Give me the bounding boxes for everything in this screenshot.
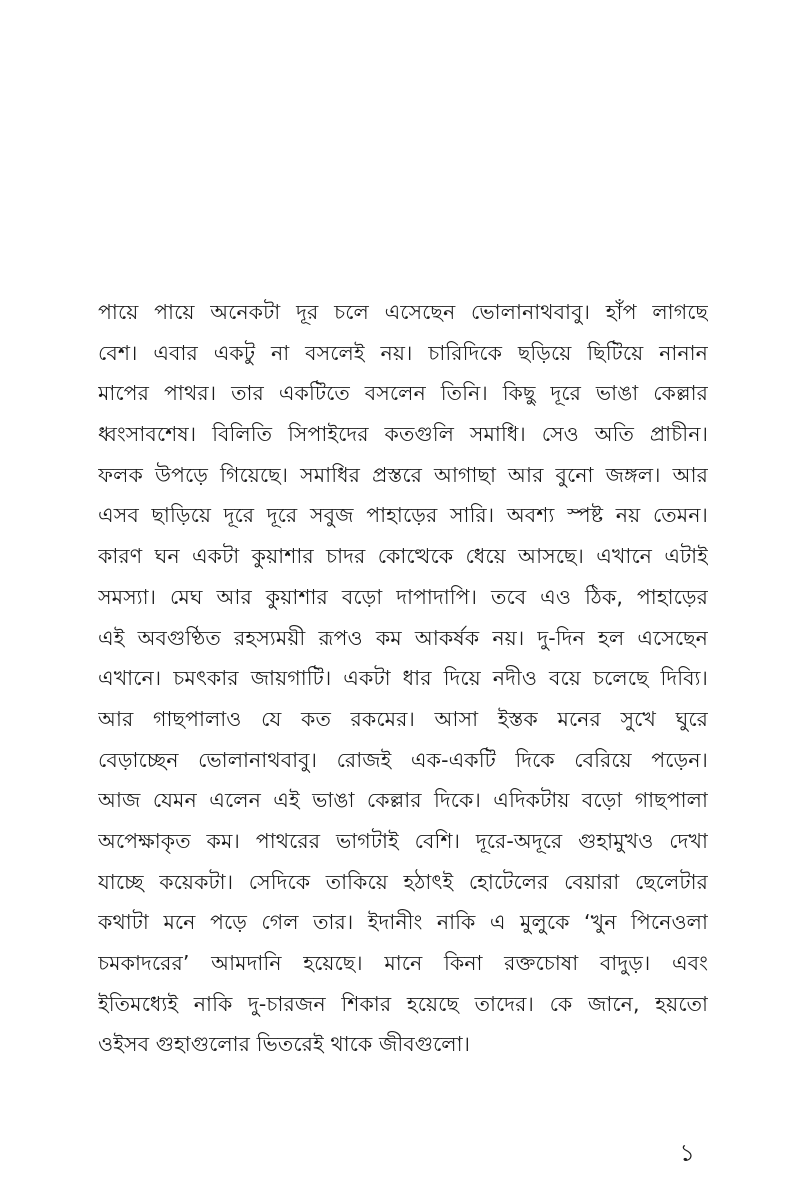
text-line: চমকাদরের’ আমদানি হয়েছে। মানে কিনা রক্তচোষা বাদুড়। এবং (98, 951, 708, 975)
text-line: পায়ে পায়ে অনেকটা দূর চলে এসেছেন ভোলানাথবাবু। হাঁপ লাগছে (98, 300, 708, 324)
text-line: বেড়াচ্ছেন ভোলানাথবাবু। রোজই এক-একটি দিকে বেরিয়ে পড়েন। (98, 747, 708, 772)
text-line: এসব ছাড়িয়ে দূরে দূরে সবুজ পাহাড়ের সারি। অবশ্য স্পষ্ট নয় তেমন। (98, 503, 708, 528)
page-number: ১ (679, 1139, 695, 1167)
text-line: এই অবগুণ্ঠিত রহস্যময়ী রূপও কম আকর্ষক নয়। দু-দিন হল এসেছেন (98, 625, 708, 650)
text-line: আর গাছপালাও যে কত রকমের। আসা ইস্তক মনের সুখে ঘুরে (98, 706, 708, 731)
text-line: সমস্যা। মেঘ আর কুয়াশার বড়ো দাপাদাপি। তবে এও ঠিক, পাহাড়ের (98, 584, 708, 609)
text-line: মাপের পাথর। তার একটিতে বসলেন তিনি। কিছু দূরে ভাঙা কেল্লার (98, 381, 708, 406)
text-line: অপেক্ষাকৃত কম। পাথরের ভাগটাই বেশি। দূরে-অদূরে গুহামুখও দেখা (98, 828, 708, 853)
text-line: কথাটা মনে পড়ে গেল তার। ইদানীং নাকি এ মুলুকে ‘খুন পিনেওলা (98, 910, 708, 935)
text-line: এখানে। চমৎকার জায়গাটি। একটা ধার দিয়ে নদীও বয়ে চলেছে দিব্যি। (98, 666, 708, 691)
text-line: যাচ্ছে কয়েকটা। সেদিকে তাকিয়ে হঠাৎই হোটেলের বেয়ারা ছেলেটার (98, 869, 708, 894)
text-line: বেশ। এবার একটু না বসলেই নয়। চারিদিকে ছড়িয়ে ছিটিয়ে নানান (98, 340, 708, 365)
text-line: কারণ ঘন একটা কুয়াশার চাদর কোত্থেকে ধেয়ে আসছে। এখানে এটাই (98, 544, 708, 569)
body-paragraph (98, 292, 708, 1065)
text-line: ইতিমধ্যেই নাকি দু-চারজন শিকার হয়েছে তাদের। কে জানে, হয়তো (98, 991, 708, 1016)
text-line: ধ্বংসাবশেষ। বিলিতি সিপাইদের কতগুলি সমাধি। সেও অতি প্রাচীন। (98, 422, 708, 447)
text-line: আজ যেমন এলেন এই ভাঙা কেল্লার দিকে। এদিকটায় বড়ো গাছপালা (98, 788, 708, 813)
text-line: ফলক উপড়ে গিয়েছে। সমাধির প্রস্তরে আগাছা আর বুনো জঙ্গল। আর (98, 462, 708, 487)
text-line: ওইসব গুহাগুলোর ভিতরেই থাকে জীবগুলো। (98, 1032, 471, 1057)
